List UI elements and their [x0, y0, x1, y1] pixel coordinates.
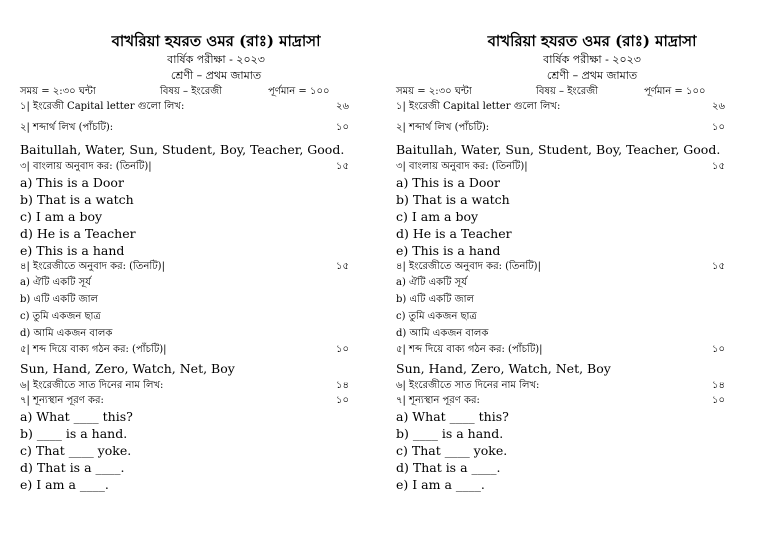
question-marks: ১০: [336, 395, 349, 406]
list-item: b) That is a watch: [20, 192, 134, 207]
question-marks: ১০: [336, 344, 349, 355]
question-marks: ১৫: [712, 161, 725, 172]
list-item: d) He is a Teacher: [20, 226, 136, 241]
question-marks: ১৫: [712, 261, 725, 272]
question-5: [20, 342, 372, 357]
question-marks: ২৬: [712, 101, 726, 112]
subject-label: বিষয় – ইংরেজী: [160, 86, 223, 97]
question-marks: ১৪: [336, 380, 349, 391]
list-item: e) I am a ____.: [396, 477, 485, 492]
question-6: [396, 378, 748, 393]
list-item: a) ঐটি একটি সূর্য: [396, 277, 468, 288]
list-item: b) এটি একটি জাল: [20, 294, 98, 305]
question-marks: ১০: [712, 395, 725, 406]
exam-meta: [20, 84, 372, 99]
question-marks: ১৫: [336, 261, 349, 272]
list-item: a) What ____ this?: [20, 409, 133, 424]
list-item: a) ঐটি একটি সূর্য: [20, 277, 92, 288]
question-4: [396, 259, 748, 274]
question-3: [20, 159, 372, 174]
word-list: Sun, Hand, Zero, Watch, Net, Boy: [396, 361, 611, 376]
time-label: সময় = ২:৩০ ঘন্টা: [396, 86, 472, 97]
list-item: a) What ____ this?: [396, 409, 509, 424]
question-2: [20, 120, 372, 135]
question-2: [396, 120, 748, 135]
question-5: [396, 342, 748, 357]
question-text: ৩| বাংলায় অনুবাদ কর: (তিনটি)|: [20, 161, 152, 172]
list-item: c) তুমি একজন ছাত্র: [396, 311, 477, 322]
exam-meta: [396, 84, 748, 99]
question-text: ১| ইংরেজী Capital letter গুলো লিখ:: [20, 101, 185, 112]
list-item: e) I am a ____.: [20, 477, 109, 492]
question-4: [20, 259, 372, 274]
question-text: ৪| ইংরেজীতে অনুবাদ কর: (তিনটি)|: [20, 261, 165, 272]
question-7: [396, 393, 748, 408]
list-item: b) That is a watch: [396, 192, 510, 207]
list-item: d) That is a ____.: [396, 460, 501, 475]
question-text: ২| শব্দার্থ লিখ (পাঁচটি):: [20, 122, 114, 133]
list-item: b) ____ is a hand.: [396, 426, 504, 441]
full-marks-label: পূর্ণমান = ১০০: [644, 86, 706, 97]
list-item: c) I am a boy: [20, 209, 103, 224]
subject-label: বিষয় – ইংরেজী: [536, 86, 599, 97]
question-text: ২| শব্দার্থ লিখ (পাঁচটি):: [396, 122, 490, 133]
question-marks: ১০: [712, 344, 725, 355]
question-text: ৪| ইংরেজীতে অনুবাদ কর: (তিনটি)|: [396, 261, 541, 272]
time-label: সময় = ২:৩০ ঘন্টা: [20, 86, 96, 97]
full-marks-label: পূর্ণমান = ১০০: [268, 86, 330, 97]
question-text: ৩| বাংলায় অনুবাদ কর: (তিনটি)|: [396, 161, 528, 172]
word-list: Sun, Hand, Zero, Watch, Net, Boy: [20, 361, 235, 376]
question-1: [396, 99, 748, 114]
list-item: b) ____ is a hand.: [20, 426, 128, 441]
question-text: ৫| শব্দ দিয়ে বাক্য গঠন কর: (পাঁচটি)|: [20, 344, 167, 355]
class-name: শ্রেণী – প্রথম জামাত: [546, 69, 638, 82]
list-item: a) This is a Door: [396, 175, 500, 190]
list-item: e) This is a hand: [396, 243, 501, 258]
list-item: d) আমি একজন বালক: [20, 328, 113, 339]
list-item: d) He is a Teacher: [396, 226, 512, 241]
word-list: Baitullah, Water, Sun, Student, Boy, Teacher, Good.: [396, 142, 721, 157]
question-text: ৬| ইংরেজীতে সাত দিনের নাম লিখ:: [20, 380, 164, 391]
list-item: d) আমি একজন বালক: [396, 328, 489, 339]
list-item: b) এটি একটি জাল: [396, 294, 474, 305]
question-6: [20, 378, 372, 393]
question-text: ৭| শূন্যস্থান পূরণ কর:: [20, 395, 104, 406]
question-marks: ১৪: [712, 380, 725, 391]
list-item: e) This is a hand: [20, 243, 125, 258]
question-marks: ২৬: [336, 101, 350, 112]
question-marks: ১৫: [336, 161, 349, 172]
exam-sheet-left: [20, 30, 372, 493]
question-7: [20, 393, 372, 408]
list-item: c) That ____ yoke.: [20, 443, 132, 458]
question-text: ৫| শব্দ দিয়ে বাক্য গঠন কর: (পাঁচটি)|: [396, 344, 543, 355]
exam-sheet-right: [396, 30, 748, 493]
question-3: [396, 159, 748, 174]
word-list: Baitullah, Water, Sun, Student, Boy, Teacher, Good.: [20, 142, 345, 157]
list-item: c) তুমি একজন ছাত্র: [20, 311, 101, 322]
school-title: বাখরিয়া হযরত ওমর (রাঃ) মাদ্রাসা: [487, 32, 697, 50]
question-text: ৬| ইংরেজীতে সাত দিনের নাম লিখ:: [396, 380, 540, 391]
question-text: ১| ইংরেজী Capital letter গুলো লিখ:: [396, 101, 561, 112]
exam-name: বার্ষিক পরীক্ষা - ২০২৩: [167, 53, 265, 66]
list-item: c) I am a boy: [396, 209, 479, 224]
school-title: বাখরিয়া হযরত ওমর (রাঃ) মাদ্রাসা: [111, 32, 321, 50]
question-text: ৭| শূন্যস্থান পূরণ কর:: [396, 395, 480, 406]
class-name: শ্রেণী – প্রথম জামাত: [170, 69, 262, 82]
question-1: [20, 99, 372, 114]
exam-name: বার্ষিক পরীক্ষা - ২০২৩: [543, 53, 641, 66]
question-marks: ১০: [712, 122, 725, 133]
list-item: c) That ____ yoke.: [396, 443, 508, 458]
list-item: a) This is a Door: [20, 175, 124, 190]
question-marks: ১০: [336, 122, 349, 133]
list-item: d) That is a ____.: [20, 460, 125, 475]
